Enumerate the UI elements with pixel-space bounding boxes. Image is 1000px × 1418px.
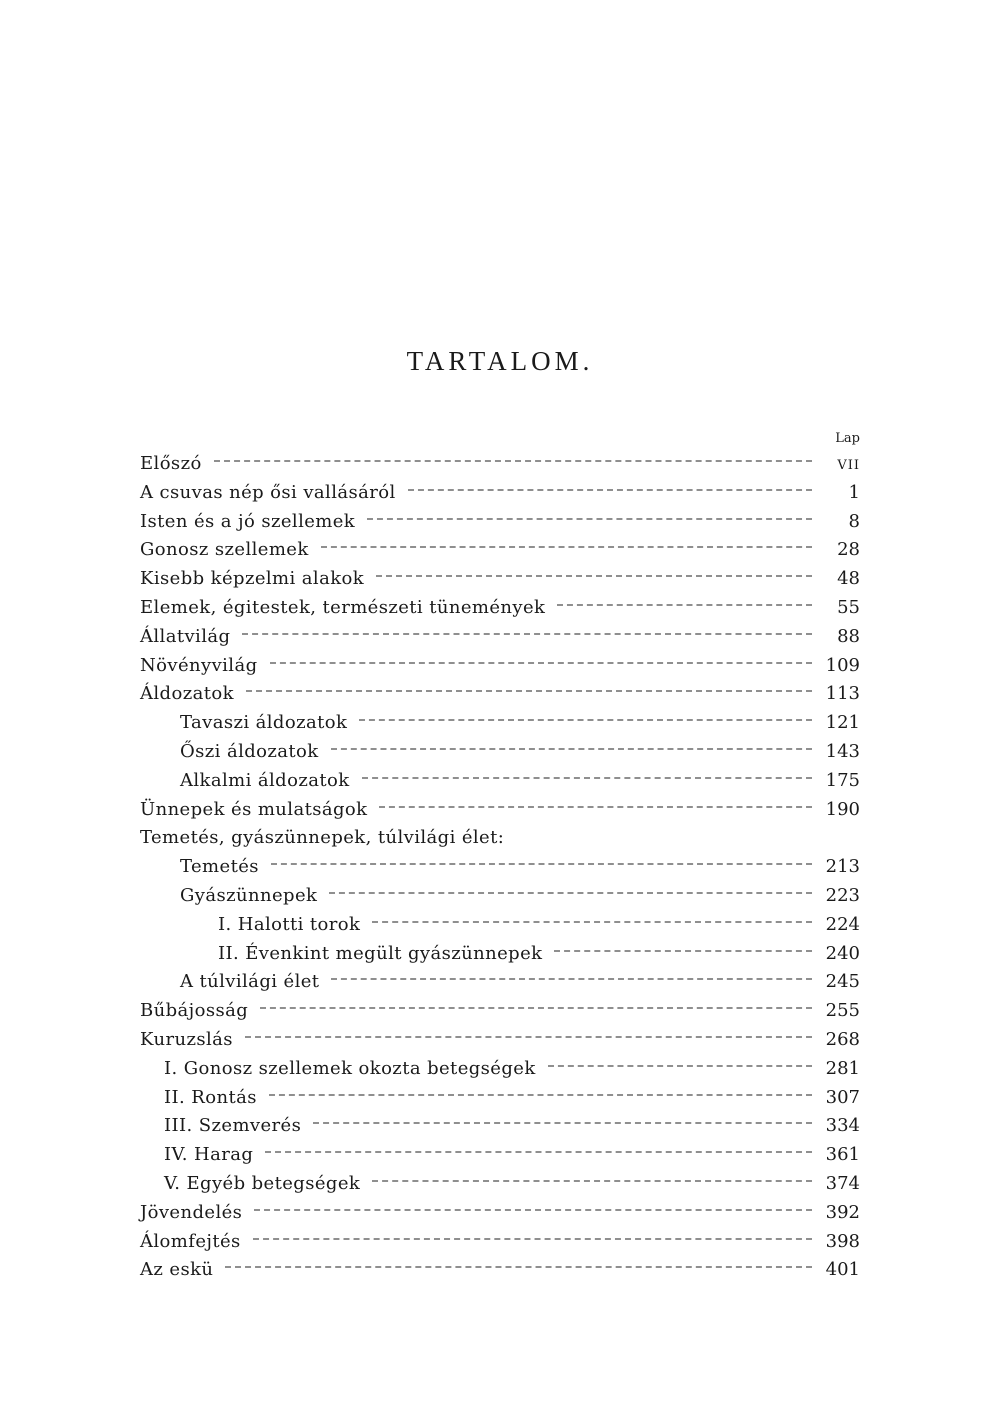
toc-entry-label: I. Halotti torok (218, 913, 361, 935)
toc-entry-label: Állatvilág (140, 625, 231, 647)
toc-entry-label: IV. Harag (164, 1144, 254, 1166)
toc-entry-page: 268 (825, 1028, 860, 1050)
toc-entry[interactable] (140, 767, 860, 796)
toc-entry[interactable] (140, 1141, 860, 1170)
toc-entry-page: 175 (825, 769, 860, 791)
dot-leader (269, 1094, 812, 1096)
dot-leader (214, 460, 812, 462)
toc-entry[interactable] (140, 536, 860, 565)
dot-leader (242, 633, 812, 635)
toc-entry[interactable] (140, 997, 860, 1026)
toc-entry[interactable] (140, 1256, 860, 1285)
toc-entry-label: Őszi áldozatok (180, 740, 319, 762)
table-of-contents (140, 428, 860, 1285)
toc-entry-page: 190 (825, 798, 860, 820)
toc-entry-page: 28 (837, 539, 860, 561)
toc-entry[interactable] (140, 479, 860, 508)
page-title: TARTALOM. (406, 346, 594, 376)
toc-entry[interactable] (140, 623, 860, 652)
dot-leader (265, 1151, 812, 1153)
dot-leader (225, 1266, 812, 1268)
toc-entry-page: 398 (825, 1230, 860, 1252)
toc-entry-page: 334 (825, 1115, 860, 1137)
dot-leader (246, 690, 812, 692)
toc-entry-page: VII (837, 458, 860, 473)
toc-entry-label: Előszó (140, 453, 202, 474)
toc-entry-label: Áldozatok (140, 683, 234, 705)
dot-leader (254, 1209, 812, 1211)
toc-entry[interactable] (140, 824, 860, 853)
toc-entry[interactable] (140, 450, 860, 479)
dot-leader (379, 806, 812, 808)
toc-entry-label: Gyászünnepek (180, 884, 318, 906)
dot-leader (367, 518, 812, 520)
dot-leader (331, 978, 812, 980)
toc-entry[interactable] (140, 1228, 860, 1257)
toc-entry[interactable] (140, 853, 860, 882)
toc-entry[interactable] (140, 796, 860, 825)
dot-leader (260, 1007, 812, 1009)
dot-leader (271, 863, 812, 865)
toc-entry-label: Kisebb képzelmi alakok (140, 568, 365, 590)
toc-entry[interactable] (140, 709, 860, 738)
toc-entry-page: 88 (837, 625, 860, 647)
page-column-header: Lap (835, 431, 860, 446)
toc-entry-page: 1 (848, 481, 860, 503)
toc-entry-label: III. Szemverés (164, 1115, 302, 1137)
toc-entry-label: Tavaszi áldozatok (180, 712, 348, 734)
toc-entry[interactable] (140, 1084, 860, 1113)
dot-leader (245, 1036, 812, 1038)
toc-entry-page: 8 (848, 510, 860, 532)
dot-leader (362, 777, 812, 779)
toc-entry-page: 113 (825, 683, 860, 705)
toc-entry[interactable] (140, 911, 860, 940)
dot-leader (253, 1238, 812, 1240)
toc-entry[interactable] (140, 652, 860, 681)
toc-entry[interactable] (140, 882, 860, 911)
toc-entry-page: 223 (825, 884, 860, 906)
toc-entry-label: Isten és a jó szellemek (140, 510, 356, 532)
dot-leader (313, 1122, 812, 1124)
dot-leader (554, 950, 812, 952)
toc-entry-label: Alkalmi áldozatok (180, 769, 350, 791)
toc-entry[interactable] (140, 1055, 860, 1084)
toc-entry[interactable] (140, 738, 860, 767)
toc-entry-page: 255 (825, 1000, 860, 1022)
toc-entry[interactable] (140, 940, 860, 969)
toc-entry-page: 143 (825, 740, 860, 762)
dot-leader (270, 662, 812, 664)
toc-entry-label: Jövendelés (140, 1201, 243, 1223)
toc-entry-label: II. Évenkint megült gyászünnepek (218, 942, 543, 964)
dot-leader (372, 921, 812, 923)
dot-leader (548, 1065, 812, 1067)
toc-entry-page: 245 (825, 971, 860, 993)
toc-entry-page: 213 (825, 856, 860, 878)
toc-entry-label: A túlvilági élet (180, 971, 320, 993)
toc-entry-label: Elemek, égitestek, természeti tünemények (140, 596, 546, 618)
toc-entry-page: 374 (825, 1172, 860, 1194)
dot-leader (557, 604, 812, 606)
toc-entry[interactable] (140, 594, 860, 623)
toc-entry-label: Az eskü (140, 1259, 214, 1281)
toc-entry-page: 392 (825, 1201, 860, 1223)
dot-leader (329, 892, 812, 894)
toc-entry-page: 401 (825, 1259, 860, 1281)
toc-entry-label: Álomfejtés (140, 1230, 241, 1252)
toc-entry-page: 361 (825, 1144, 860, 1166)
toc-entry-label: I. Gonosz szellemek okozta betegségek (164, 1057, 536, 1079)
toc-entry-page: 240 (825, 942, 860, 964)
dot-leader (359, 719, 812, 721)
toc-entry-page: 48 (837, 568, 860, 590)
toc-entry-page: 224 (825, 913, 860, 935)
dot-leader (376, 575, 812, 577)
toc-entry-label: Temetés, gyászünnepek, túlvilági élet: (140, 827, 505, 849)
toc-entry[interactable] (140, 565, 860, 594)
toc-entry[interactable] (140, 508, 860, 537)
toc-entry-page: 121 (825, 712, 860, 734)
toc-entry-page: 307 (825, 1086, 860, 1108)
toc-entry[interactable] (140, 968, 860, 997)
dot-leader (321, 546, 812, 548)
toc-entry[interactable] (140, 680, 860, 709)
toc-entry[interactable] (140, 1112, 860, 1141)
toc-entry-label: Ünnepek és mulatságok (140, 798, 368, 820)
toc-entry[interactable] (140, 1170, 860, 1199)
toc-entry-label: Növényvilág (140, 654, 258, 676)
toc-entry-label: A csuvas nép ősi vallásáról (140, 481, 396, 503)
toc-entry-page: 55 (837, 596, 860, 618)
dot-leader (331, 748, 812, 750)
toc-entry-label: II. Rontás (164, 1086, 257, 1108)
dot-leader (408, 489, 812, 491)
toc-entries (140, 450, 860, 1285)
toc-entry-label: Temetés (180, 856, 259, 878)
toc-entry-label: Bűbájosság (140, 1000, 249, 1022)
toc-entry-label: V. Egyéb betegségek (164, 1172, 361, 1194)
toc-entry[interactable] (140, 1199, 860, 1228)
toc-entry-label: Gonosz szellemek (140, 539, 309, 561)
toc-entry-page: 281 (825, 1057, 860, 1079)
toc-entry-label: Kuruzslás (140, 1028, 233, 1050)
toc-entry-page: 109 (825, 654, 860, 676)
dot-leader (372, 1180, 812, 1182)
toc-entry[interactable] (140, 1026, 860, 1055)
